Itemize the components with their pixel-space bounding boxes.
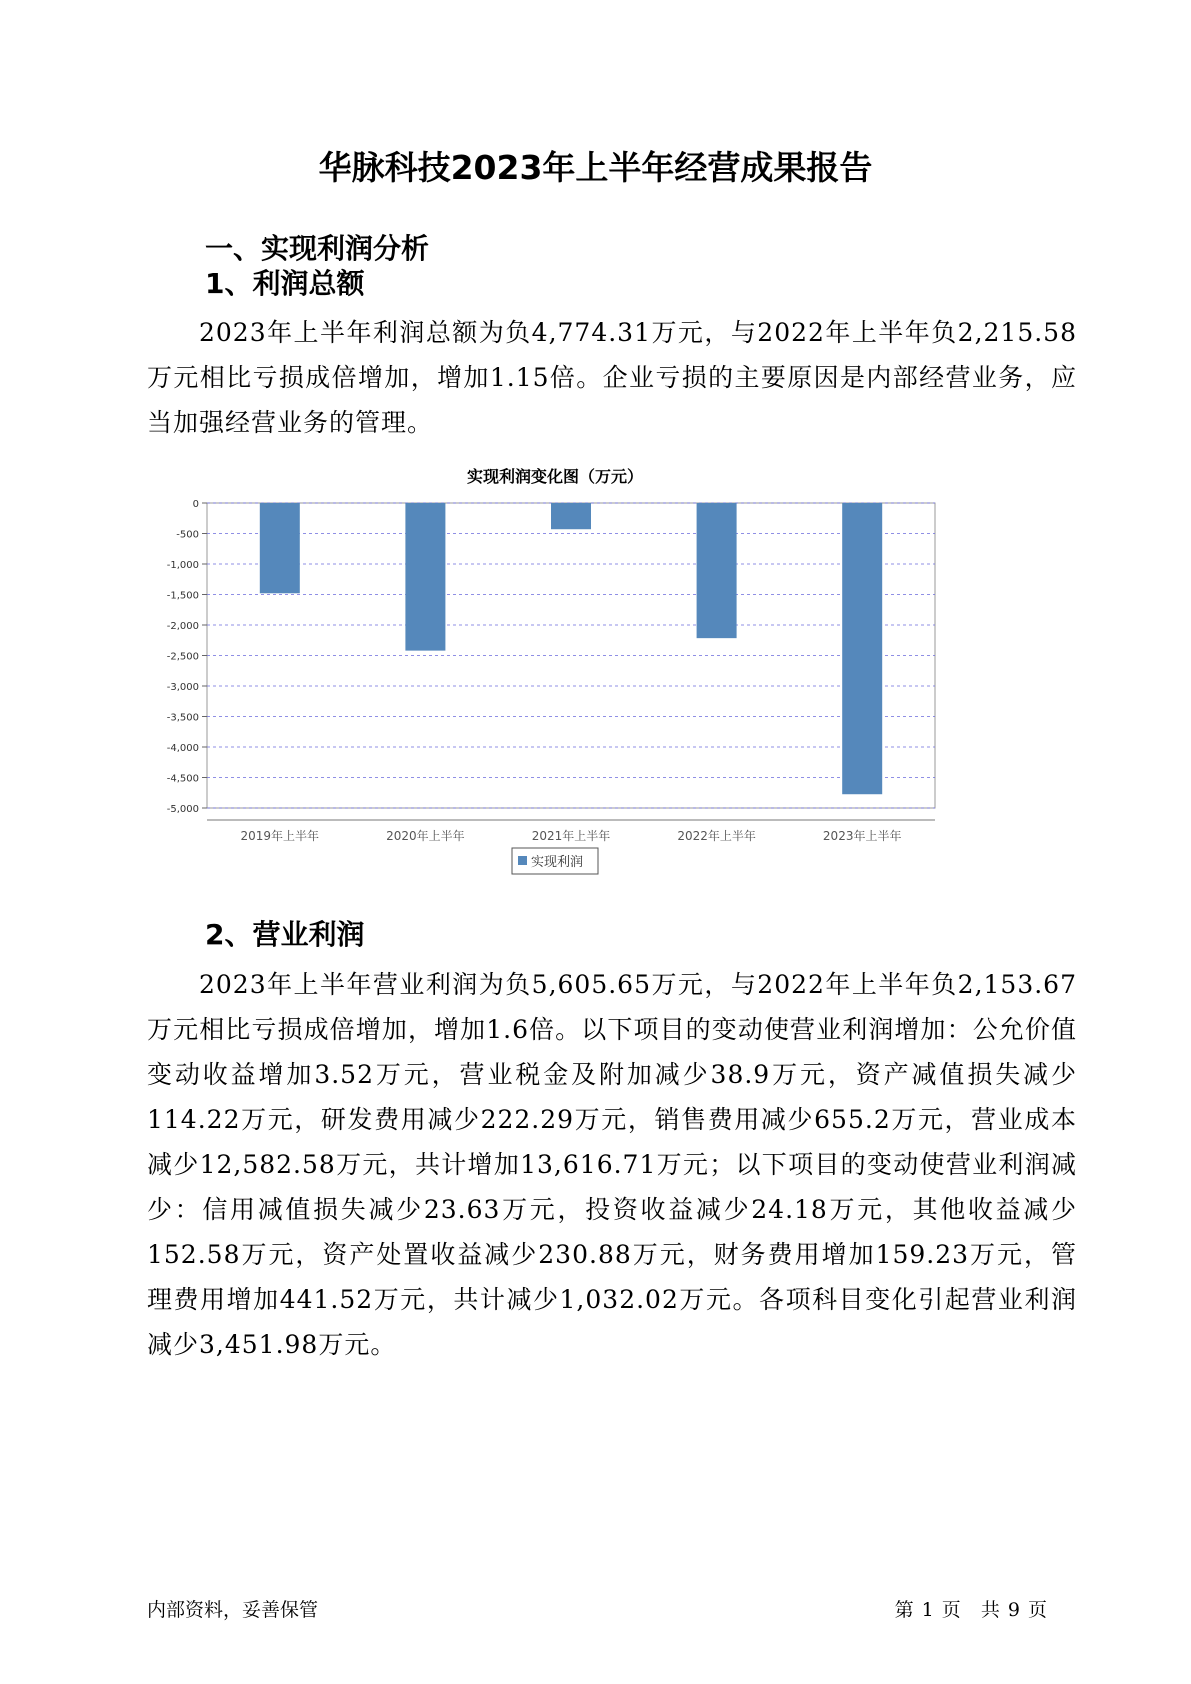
page-number: 1 bbox=[921, 1599, 934, 1621]
subheading-total-profit: 1、利润总额 bbox=[205, 267, 365, 300]
profit-bar-chart bbox=[150, 467, 1030, 948]
chart-gridlines bbox=[207, 503, 935, 808]
bar-3 bbox=[551, 503, 591, 529]
chart-title: 实现利润变化图（万元） bbox=[466, 467, 644, 486]
x-tick-label: 2019年上半年 bbox=[240, 829, 320, 843]
y-tick-label: -1,500 bbox=[166, 590, 199, 602]
footer-confidential-note: 内部资料，妥善保管 bbox=[147, 1599, 319, 1621]
y-tick-label: -3,500 bbox=[166, 712, 199, 724]
y-tick-label: -3,000 bbox=[166, 682, 199, 693]
bar-5 bbox=[842, 503, 882, 794]
bar-1 bbox=[260, 503, 300, 593]
page-title: 华脉科技2023年上半年经营成果报告 bbox=[318, 148, 873, 187]
x-tick-label: 2022年上半年 bbox=[677, 829, 756, 843]
paragraph-operating-profit: 2023年上半年营业利润为负5,605.65万元，与2022年上半年负2,153.67万元相比亏损成倍增加，增加1.6倍。以下项目的变动使营业利润增加：公允价值变动收益增加3.52万元，营业税金及附加减少38.9万元，资产减值损失减少114.22万元，研发费用减少222.29万元，销售费用减少655.2万元，营业成本减少12,582.58万元，共计增加13,616.71万元；以下项目的变动使营业利润减少：信用减值损失减少23.63万元，投资收益减少24.18万元，其他收益减少152.58万元，资产处置收益减少230.88万元，财务费用增加159.23万元，管理费用增加441.52万元，共计减少1,032.02万元。各项科目变化引起营业利润减少3,451.98万元。 bbox=[147, 970, 1077, 1359]
y-tick-label: -2,500 bbox=[166, 651, 199, 663]
y-tick-label: -4,000 bbox=[166, 743, 199, 754]
total-pages: 9 bbox=[1007, 1599, 1020, 1621]
bar-2 bbox=[405, 503, 445, 651]
x-tick-label: 2023年上半年 bbox=[822, 829, 902, 843]
y-tick-label: -5,000 bbox=[166, 804, 199, 815]
bar-4 bbox=[697, 503, 737, 638]
y-tick-label: -4,500 bbox=[166, 773, 199, 785]
chart-x-axis bbox=[207, 820, 935, 843]
y-tick-label: -500 bbox=[176, 529, 199, 541]
x-tick-label: 2021年上半年 bbox=[531, 829, 611, 843]
y-tick-label: 0 bbox=[192, 499, 199, 510]
legend-label: 实现利润 bbox=[531, 855, 584, 870]
footer-page-info bbox=[891, 1595, 1051, 1622]
section-heading-profit-analysis: 一、实现利润分析 bbox=[205, 232, 430, 265]
y-tick-label: -1,000 bbox=[166, 560, 199, 571]
chart-legend bbox=[512, 848, 598, 874]
chart-y-axis bbox=[167, 499, 207, 815]
legend-swatch bbox=[518, 856, 527, 865]
total-unit: 页 bbox=[1027, 1599, 1047, 1621]
total-prefix: 共 bbox=[980, 1599, 1000, 1621]
chart-bars bbox=[260, 503, 882, 794]
paragraph-total-profit: 2023年上半年利润总额为负4,774.31万元，与2022年上半年负2,215.58万元相比亏损成倍增加，增加1.15倍。企业亏损的主要原因是内部经营业务，应当加强经营业务的管理。 bbox=[147, 318, 1077, 437]
page-unit: 页 bbox=[941, 1599, 961, 1621]
subheading-operating-profit: 2、营业利润 bbox=[205, 918, 365, 951]
page-prefix: 第 bbox=[894, 1599, 914, 1621]
x-tick-label: 2020年上半年 bbox=[386, 829, 465, 843]
y-tick-label: -2,000 bbox=[166, 621, 199, 632]
